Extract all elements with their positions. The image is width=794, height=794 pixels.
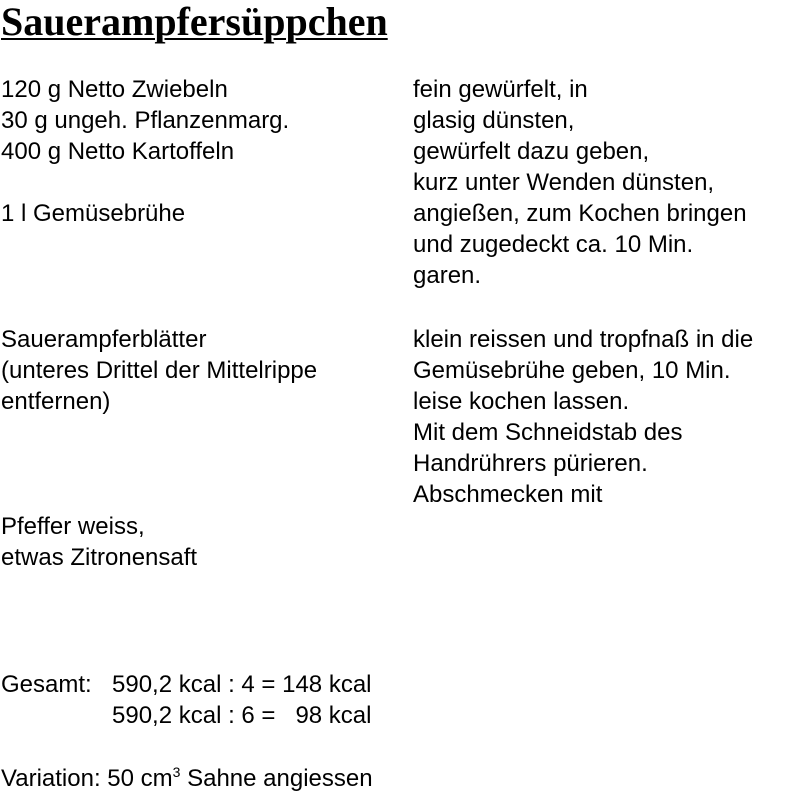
ingredient-line: etwas Zitronensaft (1, 544, 198, 571)
instruction-line: glasig dünsten, (413, 107, 575, 134)
ingredient-line: Pfeffer weiss, (1, 513, 145, 540)
totals-line: 590,2 kcal : 6 = 98 kcal (112, 702, 372, 729)
ingredient-line: entfernen) (1, 388, 111, 415)
totals-line: 590,2 kcal : 4 = 148 kcal (112, 671, 372, 698)
instruction-line: Gemüsebrühe geben, 10 Min. (413, 357, 731, 384)
instruction-line: Mit dem Schneidstab des (413, 419, 683, 446)
instruction-line: Handrührers pürieren. (413, 450, 648, 477)
instruction-line: fein gewürfelt, in (413, 76, 588, 103)
totals-label: Gesamt: (1, 671, 92, 698)
instruction-line: und zugedeckt ca. 10 Min. (413, 231, 694, 258)
instruction-line: Abschmecken mit (413, 481, 603, 508)
ingredient-line: Sauerampferblätter (1, 326, 207, 353)
instruction-line: kurz unter Wenden dünsten, (413, 169, 715, 196)
ingredient-line: (unteres Drittel der Mittelrippe (1, 357, 318, 384)
ingredient-line: 120 g Netto Zwiebeln (1, 76, 228, 103)
variation-note (1, 763, 373, 794)
instruction-line: angießen, zum Kochen bringen (413, 200, 747, 227)
variation-superscript: 3 (172, 764, 181, 780)
variation-suffix: Sahne angiessen (180, 765, 373, 792)
ingredient-line: 400 g Netto Kartoffeln (1, 138, 235, 165)
ingredient-line: 30 g ungeh. Pflanzenmarg. (1, 107, 290, 134)
variation-prefix: Variation: 50 cm (1, 765, 173, 792)
instruction-line: garen. (413, 262, 482, 289)
instruction-line: klein reissen und tropfnaß in die (413, 326, 754, 353)
recipe-title: Sauerampfersüppchen (1, 0, 388, 44)
ingredient-line: 1 l Gemüsebrühe (1, 200, 186, 227)
instruction-line: gewürfelt dazu geben, (413, 138, 650, 165)
instruction-line: leise kochen lassen. (413, 388, 630, 415)
